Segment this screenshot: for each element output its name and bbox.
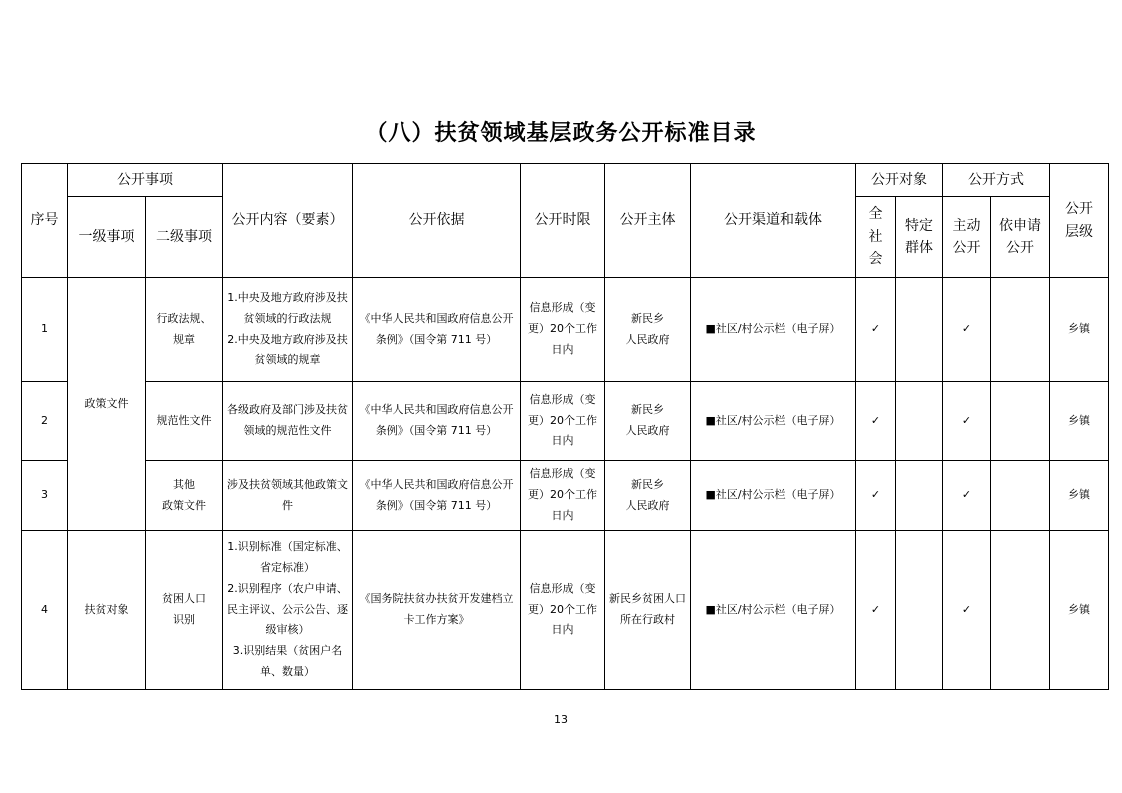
document-title: （八）扶贫领域基层政务公开标准目录 (365, 120, 757, 146)
header-method: 公开方式 (943, 164, 1050, 197)
row-channel: ■社区/村公示栏（电子屏） (691, 461, 856, 531)
header-channel: 公开渠道和载体 (691, 164, 856, 278)
row-level2: 贫困人口 识别 (146, 531, 223, 690)
row-subject: 新民乡 人民政府 (605, 278, 691, 382)
row-on-request (991, 382, 1050, 461)
row-basis: 《国务院扶贫办扶贫开发建档立卡工作方案》 (353, 531, 521, 690)
check-icon: ✓ (943, 278, 991, 382)
standard-catalog-table (21, 163, 1109, 690)
row-serial: 3 (22, 461, 68, 531)
row-specific-group (896, 461, 943, 531)
table-row (22, 531, 1109, 690)
row-serial: 1 (22, 278, 68, 382)
header-specific-group: 特定 群体 (896, 197, 943, 278)
row-level1: 政策文件 (68, 278, 146, 531)
header-whole-society: 全 社 会 (856, 197, 896, 278)
header-on-request: 依申请 公开 (991, 197, 1050, 278)
header-audience: 公开对象 (856, 164, 943, 197)
header-level2: 二级事项 (146, 197, 223, 278)
row-basis: 《中华人民共和国政府信息公开条例》（国令第 711 号） (353, 278, 521, 382)
header-serial: 序号 (22, 164, 68, 278)
row-content: 涉及扶贫领域其他政策文件 (223, 461, 353, 531)
header-level1: 一级事项 (68, 197, 146, 278)
check-icon: ✓ (943, 531, 991, 690)
check-icon: ✓ (856, 382, 896, 461)
row-level: 乡镇 (1050, 461, 1109, 531)
header-level: 公开 层级 (1050, 164, 1109, 278)
page-number: 13 (554, 713, 568, 726)
check-icon: ✓ (943, 461, 991, 531)
row-level2: 行政法规、 规章 (146, 278, 223, 382)
table-row (22, 461, 1109, 531)
header-row-1 (22, 164, 1109, 197)
row-serial: 4 (22, 531, 68, 690)
row-specific-group (896, 531, 943, 690)
row-time-limit: 信息形成（变更）20个工作日内 (521, 531, 605, 690)
row-channel: ■社区/村公示栏（电子屏） (691, 382, 856, 461)
row-on-request (991, 278, 1050, 382)
check-icon: ✓ (856, 531, 896, 690)
row-level2: 规范性文件 (146, 382, 223, 461)
row-subject: 新民乡 人民政府 (605, 461, 691, 531)
header-content: 公开内容（要素） (223, 164, 353, 278)
row-on-request (991, 461, 1050, 531)
row-level: 乡镇 (1050, 531, 1109, 690)
row-content: 1.识别标准（国定标准、省定标准） 2.识别程序（农户申请、民主评议、公示公告、逐级审核） 3.识别结果（贫困户名单、数量） (223, 531, 353, 690)
row-content: 1.中央及地方政府涉及扶贫领域的行政法规 2.中央及地方政府涉及扶贫领域的规章 (223, 278, 353, 382)
header-subject: 公开主体 (605, 164, 691, 278)
row-basis: 《中华人民共和国政府信息公开条例》（国令第 711 号） (353, 461, 521, 531)
table-row (22, 382, 1109, 461)
row-on-request (991, 531, 1050, 690)
check-icon: ✓ (943, 382, 991, 461)
row-level: 乡镇 (1050, 278, 1109, 382)
row-time-limit: 信息形成（变更）20个工作日内 (521, 461, 605, 531)
row-level: 乡镇 (1050, 382, 1109, 461)
header-public-items: 公开事项 (68, 164, 223, 197)
row-channel: ■社区/村公示栏（电子屏） (691, 531, 856, 690)
row-serial: 2 (22, 382, 68, 461)
row-channel: ■社区/村公示栏（电子屏） (691, 278, 856, 382)
check-icon: ✓ (856, 278, 896, 382)
row-level1: 扶贫对象 (68, 531, 146, 690)
row-specific-group (896, 382, 943, 461)
row-subject: 新民乡贫困人口所在行政村 (605, 531, 691, 690)
header-time-limit: 公开时限 (521, 164, 605, 278)
row-basis: 《中华人民共和国政府信息公开条例》（国令第 711 号） (353, 382, 521, 461)
row-time-limit: 信息形成（变更）20个工作日内 (521, 382, 605, 461)
check-icon: ✓ (856, 461, 896, 531)
row-time-limit: 信息形成（变更）20个工作日内 (521, 278, 605, 382)
row-content: 各级政府及部门涉及扶贫领域的规范性文件 (223, 382, 353, 461)
row-subject: 新民乡 人民政府 (605, 382, 691, 461)
table-row (22, 278, 1109, 382)
header-active: 主动 公开 (943, 197, 991, 278)
row-level2: 其他 政策文件 (146, 461, 223, 531)
row-specific-group (896, 278, 943, 382)
header-basis: 公开依据 (353, 164, 521, 278)
